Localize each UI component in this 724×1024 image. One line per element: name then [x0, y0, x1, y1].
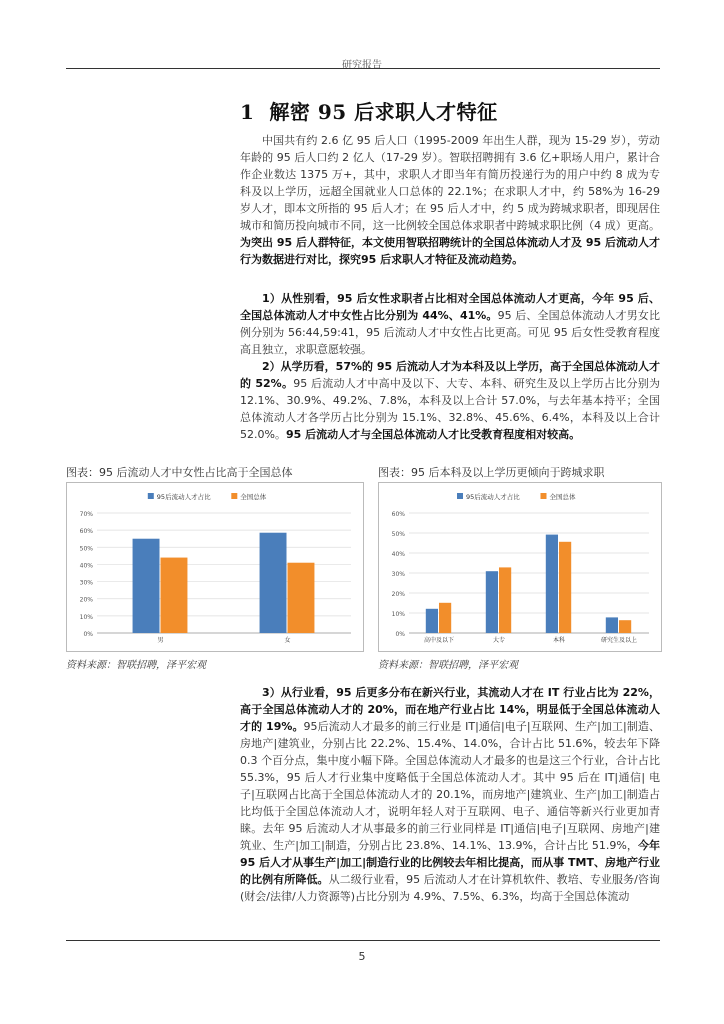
chart1-ytick: 40%: [79, 562, 93, 570]
figure1-chart: [66, 482, 364, 652]
figure1-title: 图表：95 后流动人才中女性占比高于全国总体: [66, 466, 293, 479]
para-intro-bold: 为突出 95 后人群特征，本文使用智联招聘统计的全国总体流动人才及 95 后流动人才行为数据进行对比，探究95 后求职人才特征及流动趋势。: [240, 236, 660, 266]
chart2-bar: [619, 620, 631, 633]
chart1-xtick: 男: [157, 637, 164, 644]
chart2-ytick: 50%: [391, 531, 405, 538]
chart2-legend-label: 全国总体: [549, 493, 576, 501]
chart1-bar: [133, 539, 160, 633]
paragraph-intro: [240, 132, 660, 268]
chart2-legend-label: 95后流动人才占比: [466, 493, 520, 501]
paragraph-gender: [240, 290, 660, 358]
para-intro-text: 中国共有约 2.6 亿 95 后人口（1995-2009 年出生人群，现为 15-29 岁），劳动年龄的 95 后人口约 2 亿人（17-29 岁）。智联招聘拥有 3.6 亿+职场人用户，累计合作企业数达 1375 万+，其中，求职人才即当年有简历投递行为的用户中约 8 成为专科及以上学历，远超全国就业人口总体的 22.1%；在求职人才中，约 58%为 16-29 岁人才，即本文所指的 95 后人才；在 95 后人才中，约 5 成为跨城求职者，即现居住城市和简历投向城市不同，这一比例较全国总体求职者中跨城求职比例（4 成）更高。: [240, 134, 660, 232]
chart1-bar: [288, 563, 315, 633]
section-number: 1: [240, 100, 255, 124]
paragraph-education: [240, 358, 660, 443]
chart2-ytick: 10%: [391, 611, 405, 618]
para-ind-text2: 从二级行业看，95 后流动人才在计算机软件、教培、专业服务/咨询(财会/法律/人力资源等)占比分别为 4.9%、7.5%、6.3%，均高于全国总体流动: [240, 873, 660, 903]
chart2-ytick: 40%: [391, 551, 405, 558]
chart1-bar: [260, 533, 287, 633]
chart1-ytick: 0%: [83, 631, 93, 638]
para-gender-bold: 1）从性别看，95 后女性求职者占比相对全国总体流动人才更高，今年 95 后、全国总体流动人才中女性占比分别为 44%、41%。: [240, 292, 660, 322]
chart2-ytick: 60%: [391, 511, 405, 518]
chart2-bar: [606, 617, 618, 633]
footer-divider: [66, 940, 660, 941]
chart2-bar: [486, 571, 498, 633]
chart2-xtick: 研究生及以上: [600, 637, 638, 644]
figure2-title: 图表：95 后本科及以上学历更倾向于跨城求职: [378, 466, 605, 479]
chart1-legend-swatch: [148, 493, 154, 499]
para-ind-bold2: 今年 95 后人才从事生产|加工|制造行业的比例较去年相比提高，而从事 TMT、房地产行业的比例有所降低。: [240, 839, 660, 886]
chart1-ytick: 10%: [79, 613, 93, 621]
para-ind-bold: 3）从行业看，95 后更多分布在新兴行业，其流动人才在 IT 行业占比为 22%，高于全国总体流动人才的 20%，而在地产行业占比 14%，明显低于全国总体流动人才的 19%。: [240, 686, 660, 733]
para-edu-bold: 2）从学历看，57%的 95 后流动人才为本科及以上学历，高于全国总体流动人才的 52%。: [240, 360, 660, 390]
chart2-bar: [559, 542, 571, 633]
para-edu-text: 95 后流动人才中高中及以下、大专、本科、研究生及以上学历占比分别为 12.1%、30.9%、49.2%、7.8%，本科及以上合计 57.0%，与去年基本持平；全国总体流动人才各学历占比分别为 15.1%、32.8%、45.6%、6.4%，本科及以上合计 52.0%。: [240, 377, 660, 441]
chart2-bar: [546, 535, 558, 633]
chart2-bar: [439, 603, 451, 633]
chart1-ytick: 30%: [79, 579, 93, 587]
chart1-ytick: 20%: [79, 596, 93, 604]
chart1-xtick: 女: [284, 637, 291, 644]
page-number: 5: [358, 950, 366, 963]
chart2-ytick: 30%: [391, 571, 405, 578]
chart1-svg: [67, 483, 363, 651]
section-heading: 解密 95 后求职人才特征: [269, 100, 498, 124]
figure1-source: 资料来源：智联招聘，泽平宏观: [66, 660, 206, 671]
chart2-xtick: 高中及以下: [423, 637, 455, 644]
para-edu-bold2: 95 后流动人才与全国总体流动人才比受教育程度相对较高。: [285, 428, 581, 441]
chart1-ytick: 60%: [79, 528, 93, 536]
figure2-source: 资料来源：智联招聘，泽平宏观: [378, 660, 518, 671]
chart2-svg: [379, 483, 661, 651]
paragraph-industry: [240, 684, 660, 905]
chart2-bar: [426, 609, 438, 633]
figure2-chart: [378, 482, 662, 652]
chart1-legend-swatch: [231, 493, 237, 499]
section-title: [240, 96, 498, 125]
page-header: 研究报告: [342, 60, 382, 71]
para-ind-text: 95后流动人才最多的前三行业是 IT|通信|电子|互联网、生产|加工|制造、房地产|建筑业，分别占比 22.2%、15.4%、14.0%，合计占比 51.6%，较去年下降 0.3 个百分点，集中度小幅下降。全国总体流动人才最多的也是这三个行业，合计占比 55.3%，95 后人才行业集中度略低于全国总体流动人才。其中 95 后在 IT|通信| 电子|互联网占比高于全国总体流动人才的 20.1%，而房地产|建筑业、生产|加工|制造占比均低于全国总体流动人才，说明年轻人对于互联网、电子、通信等新兴行业更加青睐。去年 95 后流动人才从事最多的前三行业同样是 IT|通信|电子|互联网、房地产|建筑业、生产|加工|制造，分别占比 23.8%、14.1%、13.9%，合计占比 51.9%，: [240, 720, 660, 852]
chart2-ytick: 0%: [395, 631, 405, 638]
chart2-ytick: 20%: [391, 591, 405, 598]
chart1-bar: [161, 558, 188, 633]
chart2-legend-swatch: [457, 493, 463, 499]
chart1-legend-label: 95后流动人才占比: [156, 493, 211, 501]
chart1-legend-label: 全国总体: [240, 493, 267, 501]
chart1-ytick: 70%: [79, 511, 93, 518]
chart2-legend-swatch: [541, 493, 547, 499]
chart2-xtick: 大专: [492, 637, 506, 644]
chart1-ytick: 50%: [79, 545, 93, 553]
para-gender-text: 95 后、全国总体流动人才男女比例分别为 56:44,59:41，95 后流动人才中女性占比更高。可见 95 后女性受教育程度高且独立，求职意愿较强。: [240, 309, 660, 356]
header-divider: [66, 68, 660, 69]
chart2-bar: [499, 567, 511, 633]
chart2-xtick: 本科: [552, 637, 566, 644]
